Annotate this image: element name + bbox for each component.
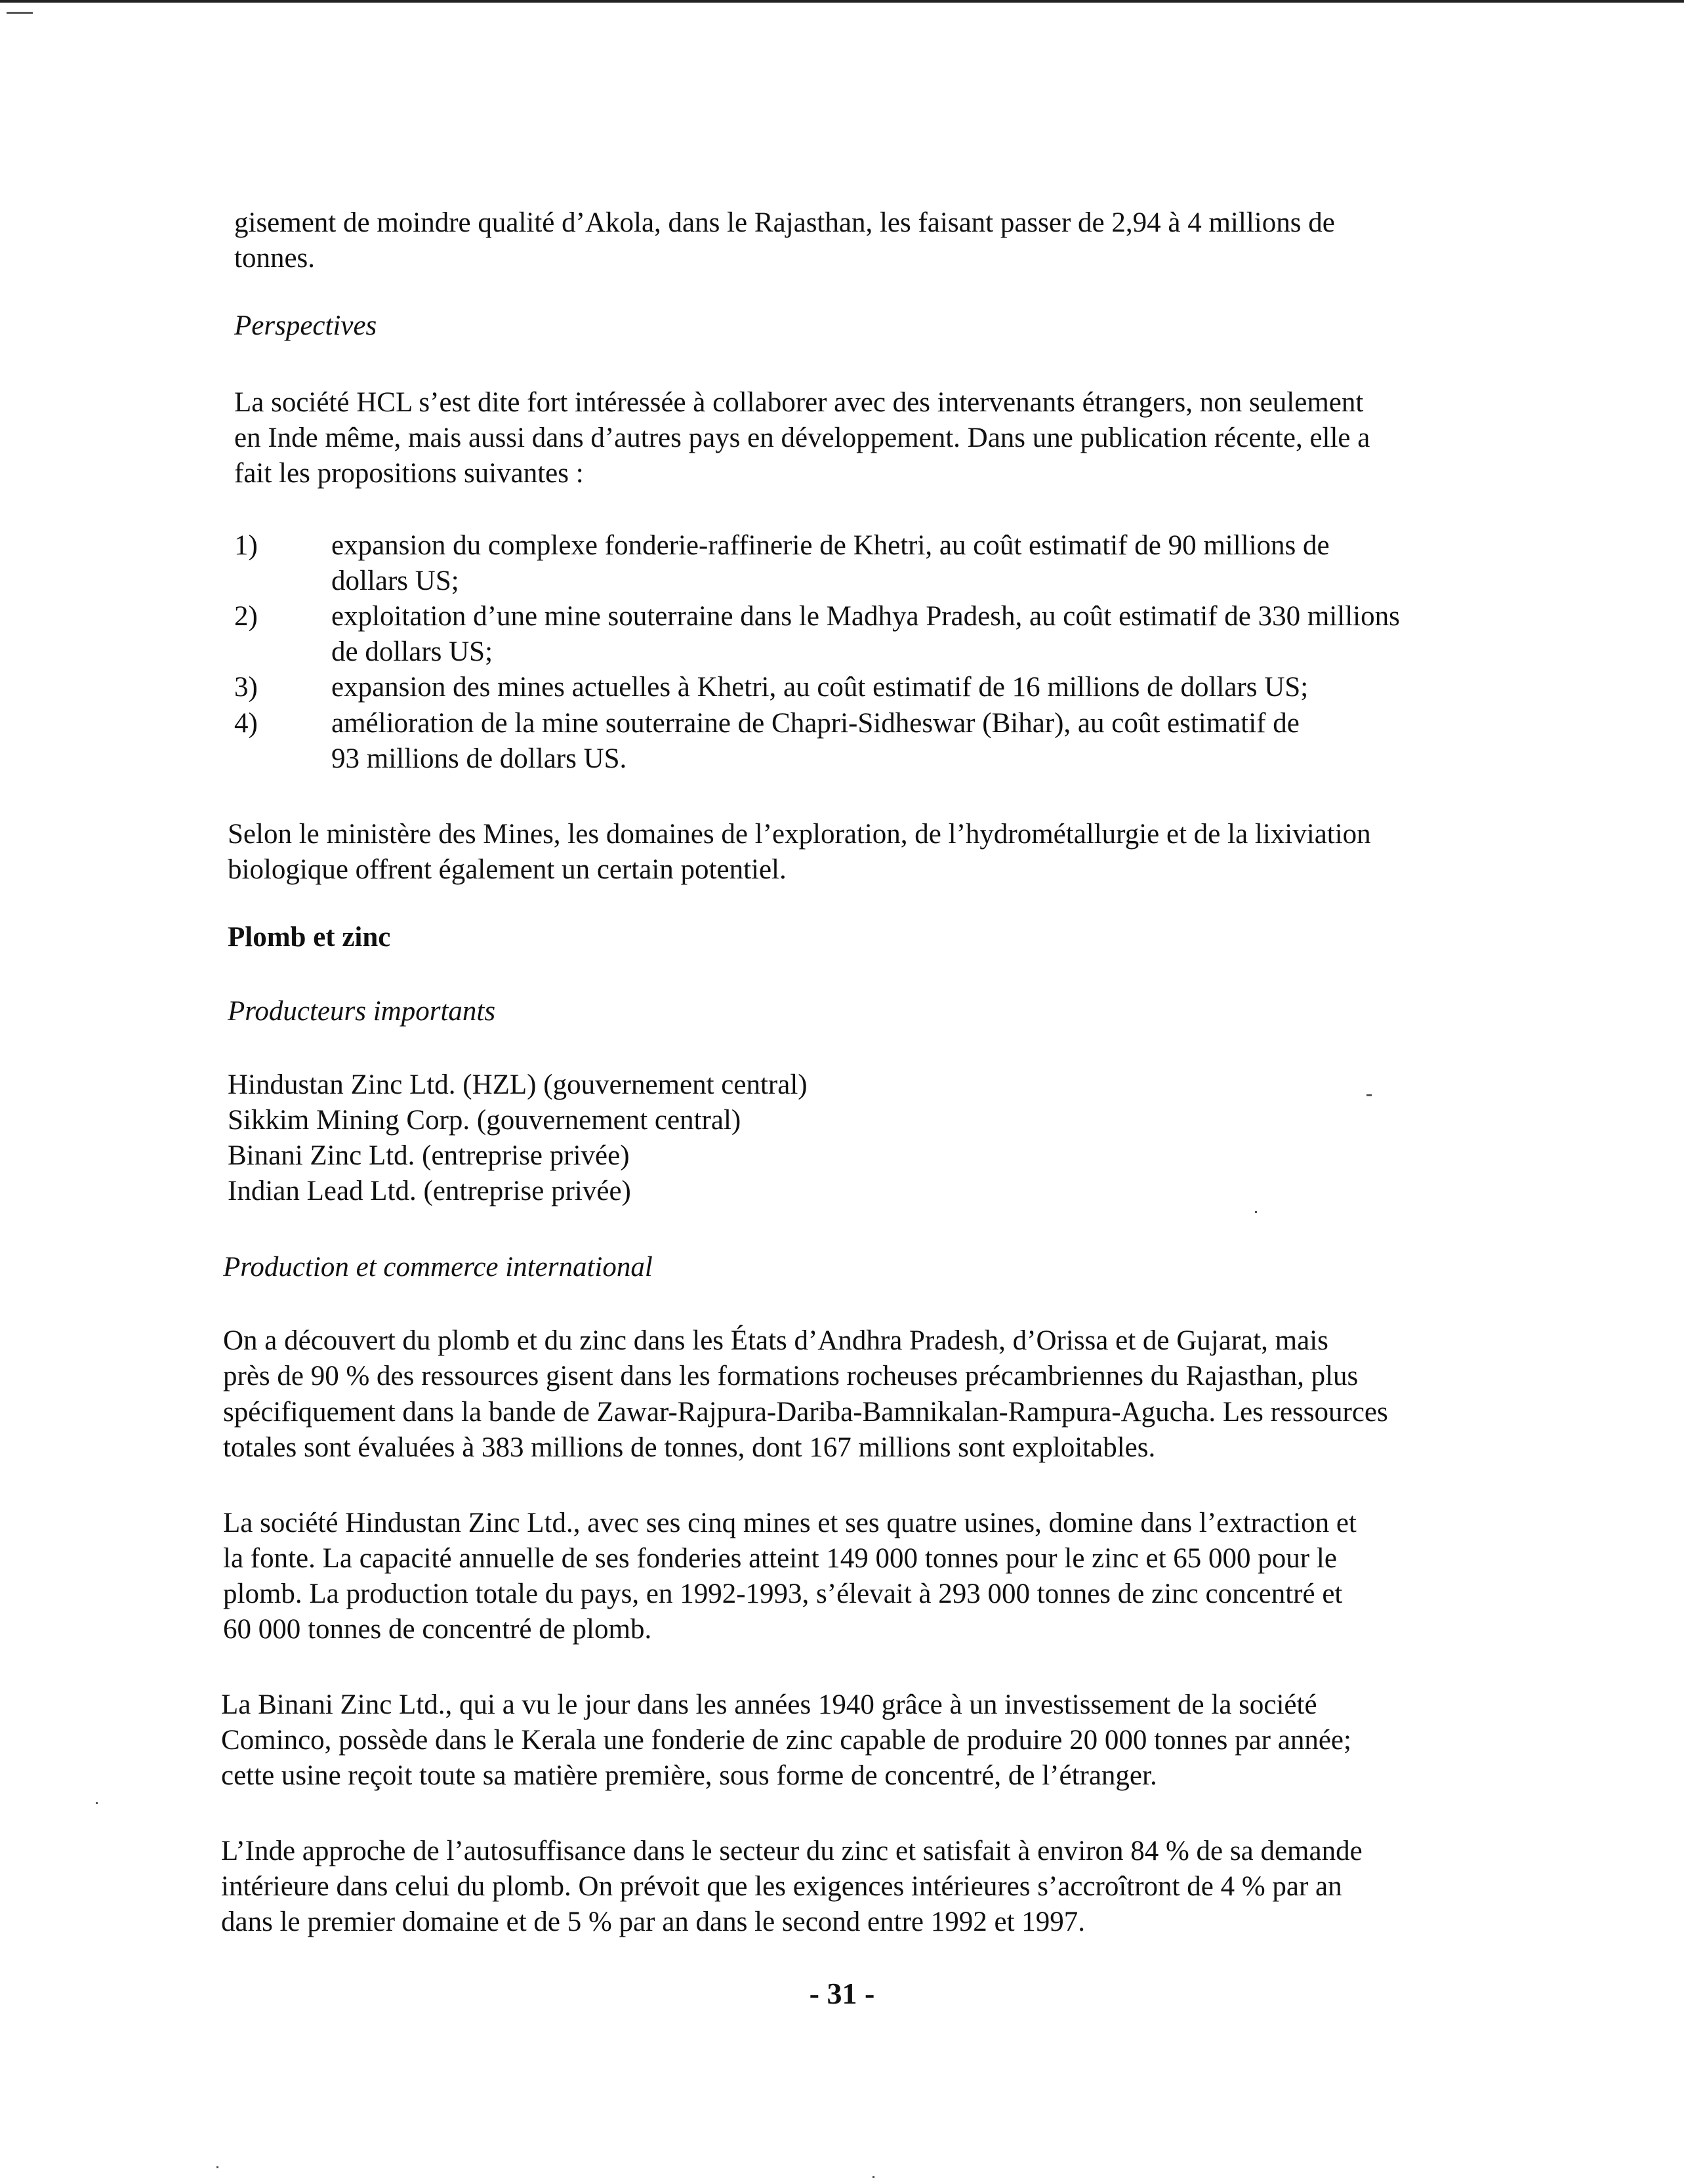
paragraph-line: intérieure dans celui du plomb. On prévoit que les exigences intérieures s’accroîtront de 4 % par an bbox=[221, 1871, 1342, 1902]
paragraph-line: spécifiquement dans la bande de Zawar-Rajpura-Dariba-Bamnikalan-Rampura-Agucha. Les ressources bbox=[223, 1397, 1388, 1428]
paragraph-line: gisement de moindre qualité d’Akola, dans le Rajasthan, les faisant passer de 2,94 à 4 millions de bbox=[234, 207, 1335, 238]
scan-speck bbox=[96, 1802, 98, 1804]
paragraph-line: Cominco, possède dans le Kerala une fonderie de zinc capable de produire 20 000 tonnes par année; bbox=[221, 1725, 1351, 1756]
paragraph-line: cette usine reçoit toute sa matière première, sous forme de concentré, de l’étranger. bbox=[221, 1760, 1157, 1791]
list-number: 1) bbox=[234, 530, 258, 561]
paragraph-line: 60 000 tonnes de concentré de plomb. bbox=[223, 1614, 652, 1645]
scan-mark bbox=[7, 12, 33, 14]
list-number: 4) bbox=[234, 708, 258, 739]
list-item-text: expansion du complexe fonderie-raffinerie de Khetri, au coût estimatif de 90 millions de bbox=[331, 530, 1330, 561]
producer-item: Hindustan Zinc Ltd. (HZL) (gouvernement central) bbox=[228, 1069, 808, 1100]
scan-speck bbox=[1366, 1094, 1372, 1096]
list-number: 2) bbox=[234, 601, 258, 632]
scan-speck bbox=[1255, 1211, 1257, 1213]
page-number: - 31 - bbox=[809, 1977, 875, 2010]
paragraph-line: la fonte. La capacité annuelle de ses fonderies atteint 149 000 tonnes pour le zinc et 65 000 pour le bbox=[223, 1543, 1337, 1574]
paragraph-line: dans le premier domaine et de 5 % par an dans le second entre 1992 et 1997. bbox=[221, 1906, 1086, 1937]
producer-item: Sikkim Mining Corp. (gouvernement central) bbox=[228, 1105, 741, 1136]
producer-item: Binani Zinc Ltd. (entreprise privée) bbox=[228, 1140, 630, 1171]
paragraph-line: biologique offrent également un certain potentiel. bbox=[228, 854, 787, 885]
subheading-producteurs: Producteurs importants bbox=[228, 996, 496, 1027]
paragraph-line: La société Hindustan Zinc Ltd., avec ses cinq mines et ses quatre usines, domine dans l’extraction et bbox=[223, 1508, 1357, 1538]
list-item-text: expansion des mines actuelles à Khetri, au coût estimatif de 16 millions de dollars US; bbox=[331, 672, 1309, 703]
subheading-production: Production et commerce international bbox=[223, 1252, 653, 1283]
subheading-perspectives: Perspectives bbox=[234, 310, 377, 341]
paragraph-line: plomb. La production totale du pays, en 1992-1993, s’élevait à 293 000 tonnes de zinc concentré et bbox=[223, 1578, 1343, 1609]
paragraph-line: fait les propositions suivantes : bbox=[234, 458, 584, 489]
paragraph-line: en Inde même, mais aussi dans d’autres pays en développement. Dans une publication récente, elle a bbox=[234, 422, 1370, 453]
list-item-text: de dollars US; bbox=[331, 636, 493, 667]
paragraph-line: tonnes. bbox=[234, 243, 316, 274]
list-number: 3) bbox=[234, 672, 258, 703]
scan-speck bbox=[216, 2166, 218, 2168]
list-item-text: 93 millions de dollars US. bbox=[331, 743, 627, 774]
scan-speck bbox=[873, 2176, 874, 2178]
paragraph-line: On a découvert du plomb et du zinc dans les États d’Andhra Pradesh, d’Orissa et de Gujarat, mais bbox=[223, 1325, 1328, 1356]
paragraph-line: Selon le ministère des Mines, les domaines de l’exploration, de l’hydrométallurgie et de la lixiviation bbox=[228, 819, 1371, 850]
paragraph-line: près de 90 % des ressources gisent dans les formations rocheuses précambriennes du Rajasthan, plus bbox=[223, 1361, 1359, 1391]
list-item-text: exploitation d’une mine souterraine dans le Madhya Pradesh, au coût estimatif de 330 millions bbox=[331, 601, 1400, 632]
paragraph-line: La Binani Zinc Ltd., qui a vu le jour dans les années 1940 grâce à un investissement de la société bbox=[221, 1689, 1317, 1720]
scan-top-border bbox=[0, 0, 1684, 3]
paragraph-line: L’Inde approche de l’autosuffisance dans le secteur du zinc et satisfait à environ 84 % de sa demande bbox=[221, 1836, 1363, 1866]
paragraph-line: La société HCL s’est dite fort intéressée à collaborer avec des intervenants étrangers, non seulement bbox=[234, 387, 1364, 418]
list-item-text: amélioration de la mine souterraine de Chapri-Sidheswar (Bihar), au coût estimatif de bbox=[331, 708, 1300, 739]
section-heading-plomb-zinc: Plomb et zinc bbox=[228, 922, 391, 953]
paragraph-line: totales sont évaluées à 383 millions de tonnes, dont 167 millions sont exploitables. bbox=[223, 1432, 1156, 1463]
list-item-text: dollars US; bbox=[331, 566, 459, 596]
producer-item: Indian Lead Ltd. (entreprise privée) bbox=[228, 1176, 631, 1206]
